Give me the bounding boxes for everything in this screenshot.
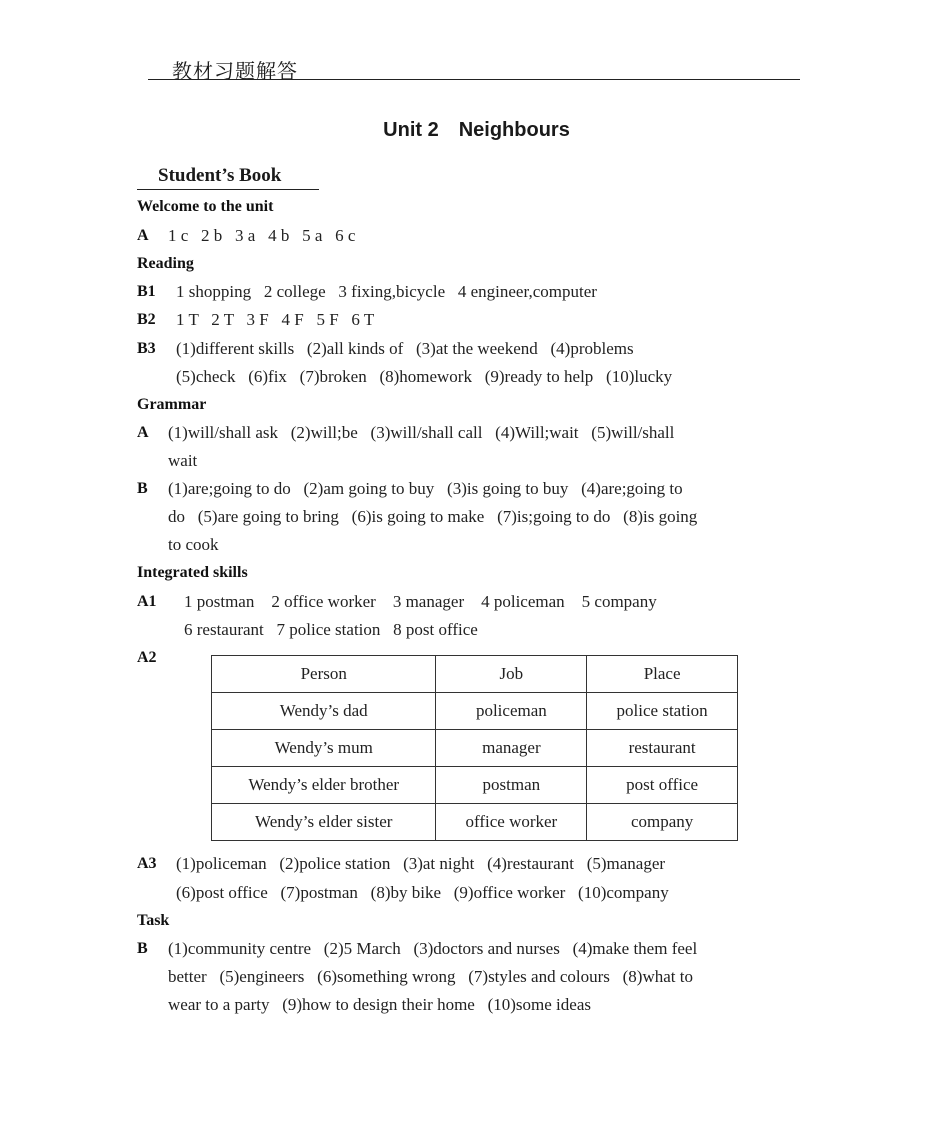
answer-line: 1 c 2 b 3 a 4 b 5 a 6 c [168,226,356,245]
section-heading-reading: Reading [137,255,194,272]
answer-line: (1)community centre (2)5 March (3)doctors and nurses (4)make them feel [168,939,698,958]
item-label: B [137,480,148,497]
item-label: A [137,424,149,441]
answer-line: 1 postman 2 office worker 3 manager 4 policeman 5 company [184,592,657,611]
item-label: A2 [137,649,157,666]
answer-line: (6)post office (7)postman (8)by bike (9)office worker (10)company [176,883,669,902]
page-header-title: 教材习题解答 [172,59,298,83]
item-label: A1 [137,593,157,610]
table-cell: postman [436,767,587,804]
section-heading-integrated-skills: Integrated skills [137,564,248,581]
table-row [212,804,738,841]
table-header: Job [436,656,587,693]
table-cell: police station [587,693,738,730]
table-cell: company [587,804,738,841]
table-cell: Wendy’s dad [212,693,436,730]
header-rule [148,79,800,80]
section-heading-grammar: Grammar [137,396,207,413]
answer-line: better (5)engineers (6)something wrong (7)styles and colours (8)what to [168,967,693,986]
section-heading-welcome: Welcome to the unit [137,198,274,215]
unit-number: Unit 2 [383,119,439,141]
table-cell: Wendy’s mum [212,730,436,767]
table-cell: restaurant [587,730,738,767]
table-cell: Wendy’s elder sister [212,804,436,841]
answer-line: (1)are;going to do (2)am going to buy (3)is going to buy (4)are;going to [168,479,683,498]
table-row [212,693,738,730]
table-cell: policeman [436,693,587,730]
table-cell: manager [436,730,587,767]
answer-line: 1 shopping 2 college 3 fixing,bicycle 4 engineer,computer [176,282,597,301]
table-header: Place [587,656,738,693]
table-header: Person [212,656,436,693]
item-label: A3 [137,855,157,872]
answer-line: (1)policeman (2)police station (3)at night (4)restaurant (5)manager [176,854,666,873]
answer-line: 6 restaurant 7 police station 8 post office [184,620,478,639]
answer-table [211,655,738,841]
answer-line: do (5)are going to bring (6)is going to make (7)is;going to do (8)is going [168,507,698,526]
table-cell: Wendy’s elder brother [212,767,436,804]
unit-name: Neighbours [458,119,570,141]
answer-line: (1)will/shall ask (2)will;be (3)will/shall call (4)Will;wait (5)will/shall [168,423,675,442]
answer-line: (5)check (6)fix (7)broken (8)homework (9)ready to help (10)lucky [176,367,673,386]
answer-line: (1)different skills (2)all kinds of (3)at the weekend (4)problems [176,339,634,358]
answer-line: to cook [168,535,219,554]
answer-line: wear to a party (9)how to design their home (10)some ideas [168,995,591,1014]
answer-line: 1 T 2 T 3 F 4 F 5 F 6 T [176,310,375,329]
table-header-row [212,656,738,693]
book-title: Student’s Book [158,165,282,186]
answer-line: wait [168,451,198,470]
item-label: B3 [137,340,156,357]
item-label: B [137,940,148,957]
table-row [212,730,738,767]
book-title-rule [137,189,319,190]
table-cell: post office [587,767,738,804]
item-label: A [137,227,149,244]
item-label: B2 [137,311,156,328]
item-label: B1 [137,283,156,300]
section-heading-task: Task [137,912,170,929]
unit-title [0,119,949,142]
table-row [212,767,738,804]
table-cell: office worker [436,804,587,841]
